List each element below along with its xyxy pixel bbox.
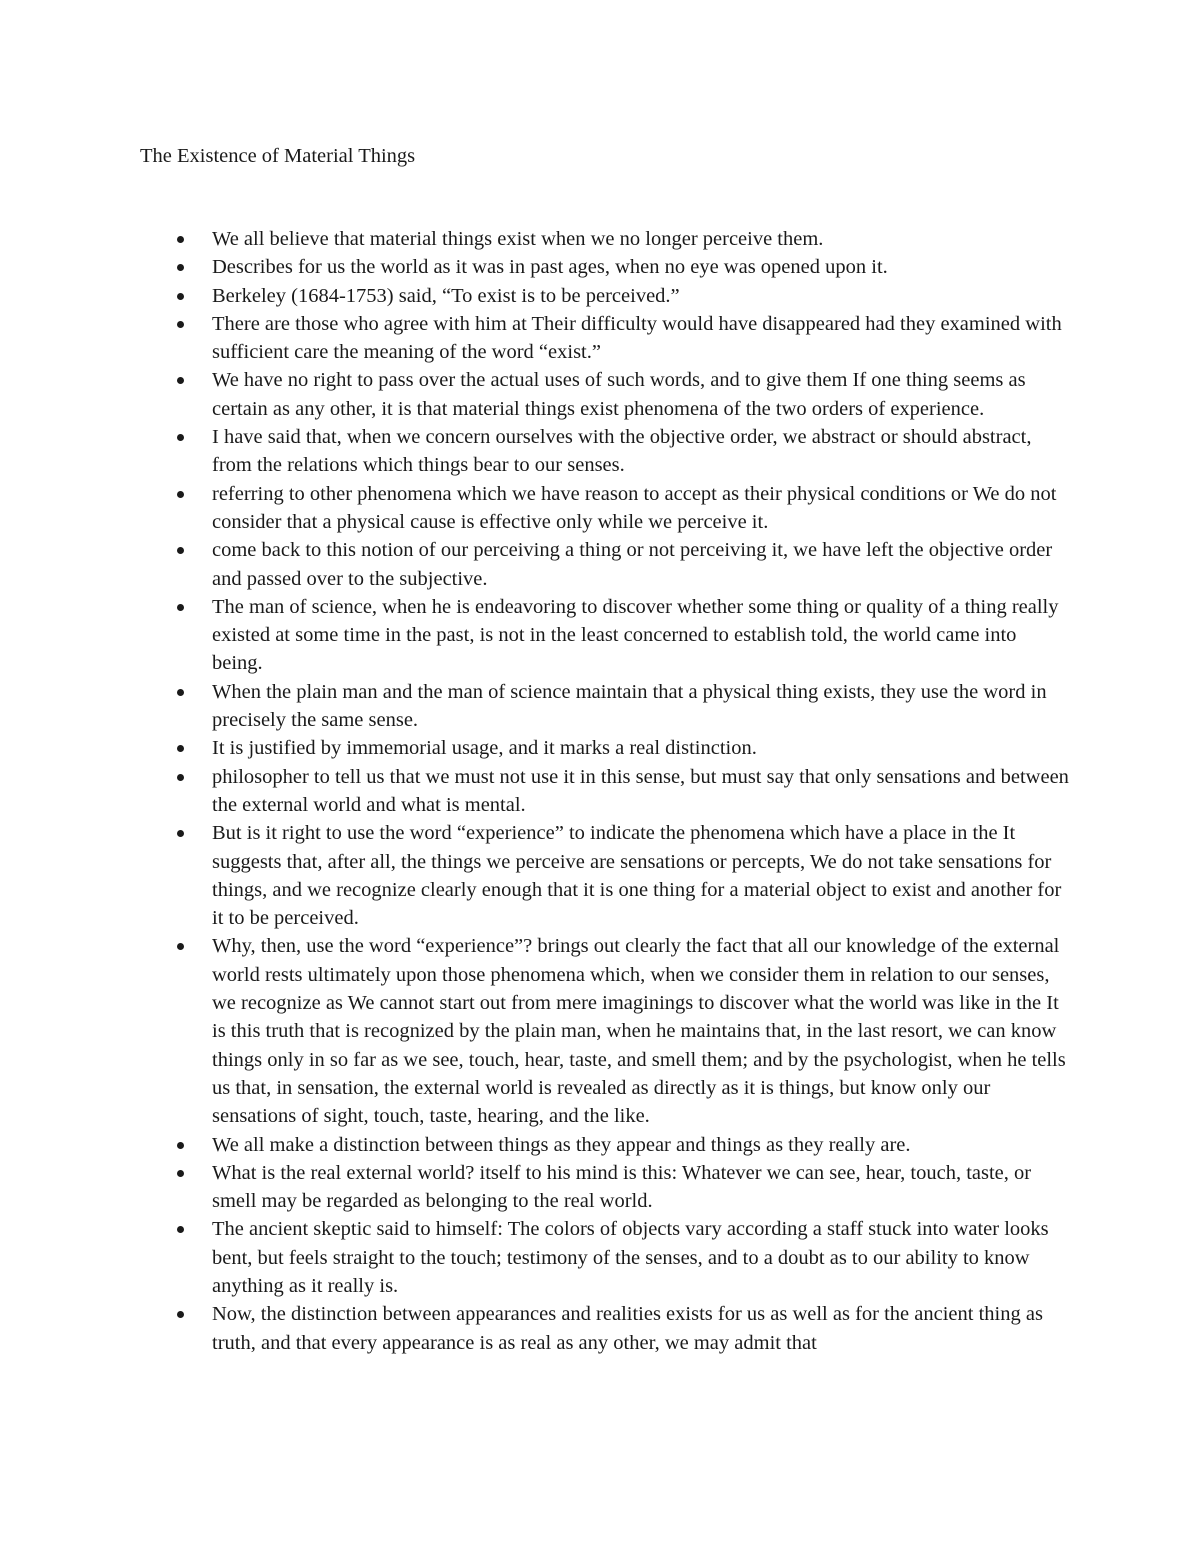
bullet-icon — [177, 377, 184, 384]
list-item-text: We all believe that material things exist when we no longer perceive them. — [212, 228, 824, 250]
list-item — [140, 593, 1070, 678]
list-item — [140, 932, 1070, 1130]
list-item-text: We all make a distinction between things as they appear and things as they really are. — [212, 1133, 911, 1156]
bullet-icon — [177, 1226, 184, 1233]
list-item-text: There are those who agree with him at Their difficulty would have disappeared had they examined with sufficient care the meaning of the word “exist.” — [212, 312, 1062, 364]
list-item — [140, 763, 1070, 820]
bullet-icon — [177, 689, 184, 696]
document-title: The Existence of Material Things — [140, 145, 416, 167]
list-item-text: Why, then, use the word “experience”? brings out clearly the fact that all our knowledge of the external world rests ultimately upon those phenomena which, when we consider them in relation to our senses, we recognize as We cannot start out from mere imaginings to discover what the world was like in the It is this truth that is recognized by the plain man, when he maintains that, in the last resort, we can know things only in so far as we see, touch, hear, taste, and smell them; and by the psychologist, when he tells us that, in sensation, the external world is revealed as directly as it is things, but know only our sensations of sight, touch, taste, hearing, and the like. — [212, 935, 1066, 1128]
list-item — [140, 678, 1070, 735]
bullet-icon — [177, 547, 184, 554]
list-item — [140, 282, 1070, 310]
list-item-text: Now, the distinction between appearances and realities exists for us as well as for the ancient thing as truth, and that every appearance is as real as any other, we may admit that — [212, 1303, 1043, 1354]
list-item — [140, 1159, 1070, 1216]
list-item-text: When the plain man and the man of science maintain that a physical thing exists, they use the word in precisely the same sense. — [212, 680, 1047, 732]
list-item-text: We have no right to pass over the actual uses of such words, and to give them If one thing seems as certain as any other, it is that material things exist phenomena of the two orders of experience. — [212, 369, 1026, 420]
bullet-icon — [177, 264, 184, 271]
list-item — [140, 536, 1070, 593]
list-item-text: But is it right to use the word “experience” to indicate the phenomena which have a place in the It suggests that, after all, the things we perceive are sensations or percepts, We do not take sensations for things, and we recognize clearly enough that it is one thing for a material object to exist and another for it to be perceived. — [212, 822, 1062, 930]
list-item — [140, 423, 1070, 480]
bullet-icon — [177, 491, 184, 498]
list-item-text: I have said that, when we concern ourselves with the objective order, we abstract or should abstract, from the relations which things bear to our senses. — [212, 426, 1032, 477]
list-item — [140, 366, 1070, 423]
bullet-icon — [177, 1311, 184, 1318]
bullet-icon — [177, 604, 184, 611]
list-item-text: The ancient skeptic said to himself: The colors of objects vary according a staff stuck into water looks bent, but feels straight to the touch; testimony of the senses, and to a doubt as to our ability to know anything as it really is. — [212, 1218, 1049, 1297]
list-item — [140, 480, 1070, 537]
list-item — [140, 225, 1070, 253]
list-item-text: The man of science, when he is endeavoring to discover whether some thing or quality of a thing really existed at some time in the past, is not in the least concerned to establish told, the world came into being. — [212, 595, 1059, 675]
bullet-icon — [177, 943, 184, 950]
bullet-icon — [177, 745, 184, 752]
bullet-icon — [177, 293, 184, 300]
list-item-text: referring to other phenomena which we have reason to accept as their physical conditions or We do not consider that a physical cause is effective only while we perceive it. — [212, 482, 1057, 533]
bullet-list — [140, 225, 1070, 1357]
list-item — [140, 310, 1070, 367]
list-item-text: philosopher to tell us that we must not use it in this sense, but must say that only sensations and between the external world and what is mental. — [212, 765, 1069, 816]
bullet-icon — [177, 1142, 184, 1149]
list-item — [140, 1131, 1070, 1159]
list-item-text: It is justified by immemorial usage, and it marks a real distinction. — [212, 737, 757, 760]
bullet-icon — [177, 321, 184, 328]
list-item — [140, 253, 1070, 281]
bullet-icon — [177, 1170, 184, 1177]
list-item-text: What is the real external world? itself to his mind is this: Whatever we can see, hear, touch, taste, or smell may be regarded as belonging to the real world. — [212, 1161, 1032, 1213]
list-item — [140, 734, 1070, 762]
list-item — [140, 1215, 1070, 1300]
list-item — [140, 1300, 1070, 1357]
bullet-icon — [177, 830, 184, 837]
bullet-icon — [177, 774, 184, 781]
bullet-icon — [177, 434, 184, 441]
list-item-text: come back to this notion of our perceiving a thing or not perceiving it, we have left the objective order and passed over to the subjective. — [212, 539, 1053, 590]
list-item-text: Berkeley (1684-1753) said, “To exist is to be perceived.” — [212, 284, 680, 307]
bullet-icon — [177, 236, 184, 243]
list-item — [140, 819, 1070, 932]
list-item-text: Describes for us the world as it was in past ages, when no eye was opened upon it. — [212, 256, 888, 279]
